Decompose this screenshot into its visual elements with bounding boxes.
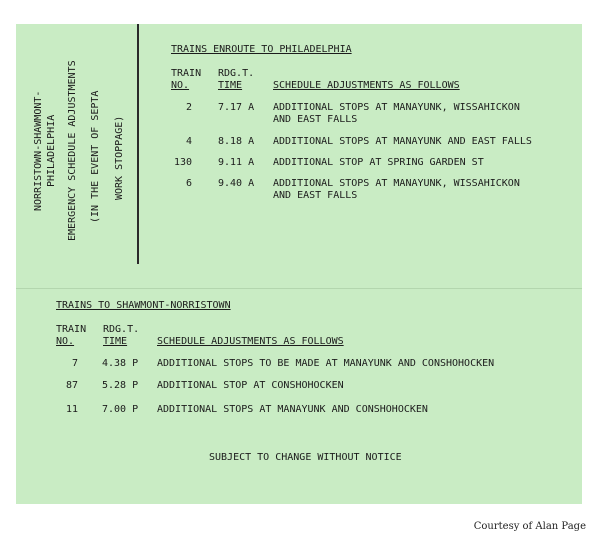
schedule-card	[16, 24, 582, 504]
side-title-emergency: EMERGENCY SCHEDULE ADJUSTMENTS	[67, 60, 78, 242]
top-section-title: TRAINS ENROUTE TO PHILADELPHIA	[171, 44, 352, 55]
bottom-row-3-no: 11	[65, 404, 78, 415]
bottom-row-2-no: 87	[65, 380, 78, 391]
top-row-1-text	[273, 102, 520, 126]
fold-line	[16, 288, 582, 289]
top-row-4-time: 9.40 A	[218, 178, 255, 189]
top-hdr-train	[171, 68, 201, 92]
bottom-row-2-time: 5.28 P	[102, 380, 139, 391]
top-hdr-time	[218, 68, 254, 92]
top-row-4-text-line1: ADDITIONAL STOPS AT MANAYUNK, WISSAHICKON	[273, 178, 520, 189]
top-row-3-time: 9.11 A	[218, 157, 255, 168]
side-title-event: (IN THE EVENT OF SEPTA	[90, 90, 101, 224]
bottom-row-3-text: ADDITIONAL STOPS AT MANAYUNK AND CONSHOHOCKEN	[157, 404, 428, 415]
top-row-1-text-line1: ADDITIONAL STOPS AT MANAYUNK, WISSAHICKON	[273, 102, 520, 113]
top-row-2-time: 8.18 A	[218, 136, 255, 147]
bottom-row-1-time: 4.38 P	[102, 358, 139, 369]
side-title-line2: PHILADELPHIA	[46, 114, 57, 188]
top-row-3-text: ADDITIONAL STOP AT SPRING GARDEN ST	[273, 157, 484, 168]
bottom-hdr-time	[103, 324, 139, 348]
top-row-3-no: 130	[173, 157, 192, 168]
top-row-4-no: 6	[185, 178, 192, 189]
top-hdr-adjustments: SCHEDULE ADJUSTMENTS AS FOLLOWS	[273, 80, 460, 91]
side-title-stoppage: WORK STOPPAGE)	[114, 115, 125, 201]
top-row-2-text: ADDITIONAL STOPS AT MANAYUNK AND EAST FALLS	[273, 136, 532, 147]
top-row-1-no: 2	[185, 102, 192, 113]
bottom-section-title: TRAINS TO SHAWMONT-NORRISTOWN	[56, 300, 231, 311]
bottom-hdr-time-line2: TIME	[103, 336, 128, 347]
top-hdr-time-line2: TIME	[218, 80, 243, 91]
top-row-4-text	[273, 178, 520, 202]
bottom-hdr-train-line1: TRAIN	[56, 324, 87, 335]
top-row-1-text-line2: AND EAST FALLS	[273, 114, 358, 125]
bottom-hdr-adjustments: SCHEDULE ADJUSTMENTS AS FOLLOWS	[157, 336, 344, 347]
top-hdr-train-line1: TRAIN	[171, 68, 202, 79]
vertical-divider	[137, 24, 139, 264]
top-row-2-no: 4	[185, 136, 192, 147]
bottom-row-3-time: 7.00 P	[102, 404, 139, 415]
photo-credit: Courtesy of Alan Page	[473, 521, 586, 532]
top-hdr-train-line2: NO.	[171, 80, 190, 91]
bottom-row-1-no: 7	[71, 358, 78, 369]
bottom-hdr-time-line1: RDG.T.	[103, 324, 140, 335]
bottom-row-1-text: ADDITIONAL STOPS TO BE MADE AT MANAYUNK AND CONSHOHOCKEN	[157, 358, 495, 369]
top-row-4-text-line2: AND EAST FALLS	[273, 190, 358, 201]
bottom-row-2-text: ADDITIONAL STOP AT CONSHOHOCKEN	[157, 380, 344, 391]
side-title-route	[32, 76, 58, 226]
bottom-hdr-train-line2: NO.	[56, 336, 75, 347]
change-notice: SUBJECT TO CHANGE WITHOUT NOTICE	[209, 452, 402, 463]
side-title-line1: NORRISTOWN-SHAWMONT-	[33, 90, 44, 212]
top-row-1-time: 7.17 A	[218, 102, 255, 113]
bottom-hdr-train	[56, 324, 86, 348]
top-hdr-time-line1: RDG.T.	[218, 68, 255, 79]
